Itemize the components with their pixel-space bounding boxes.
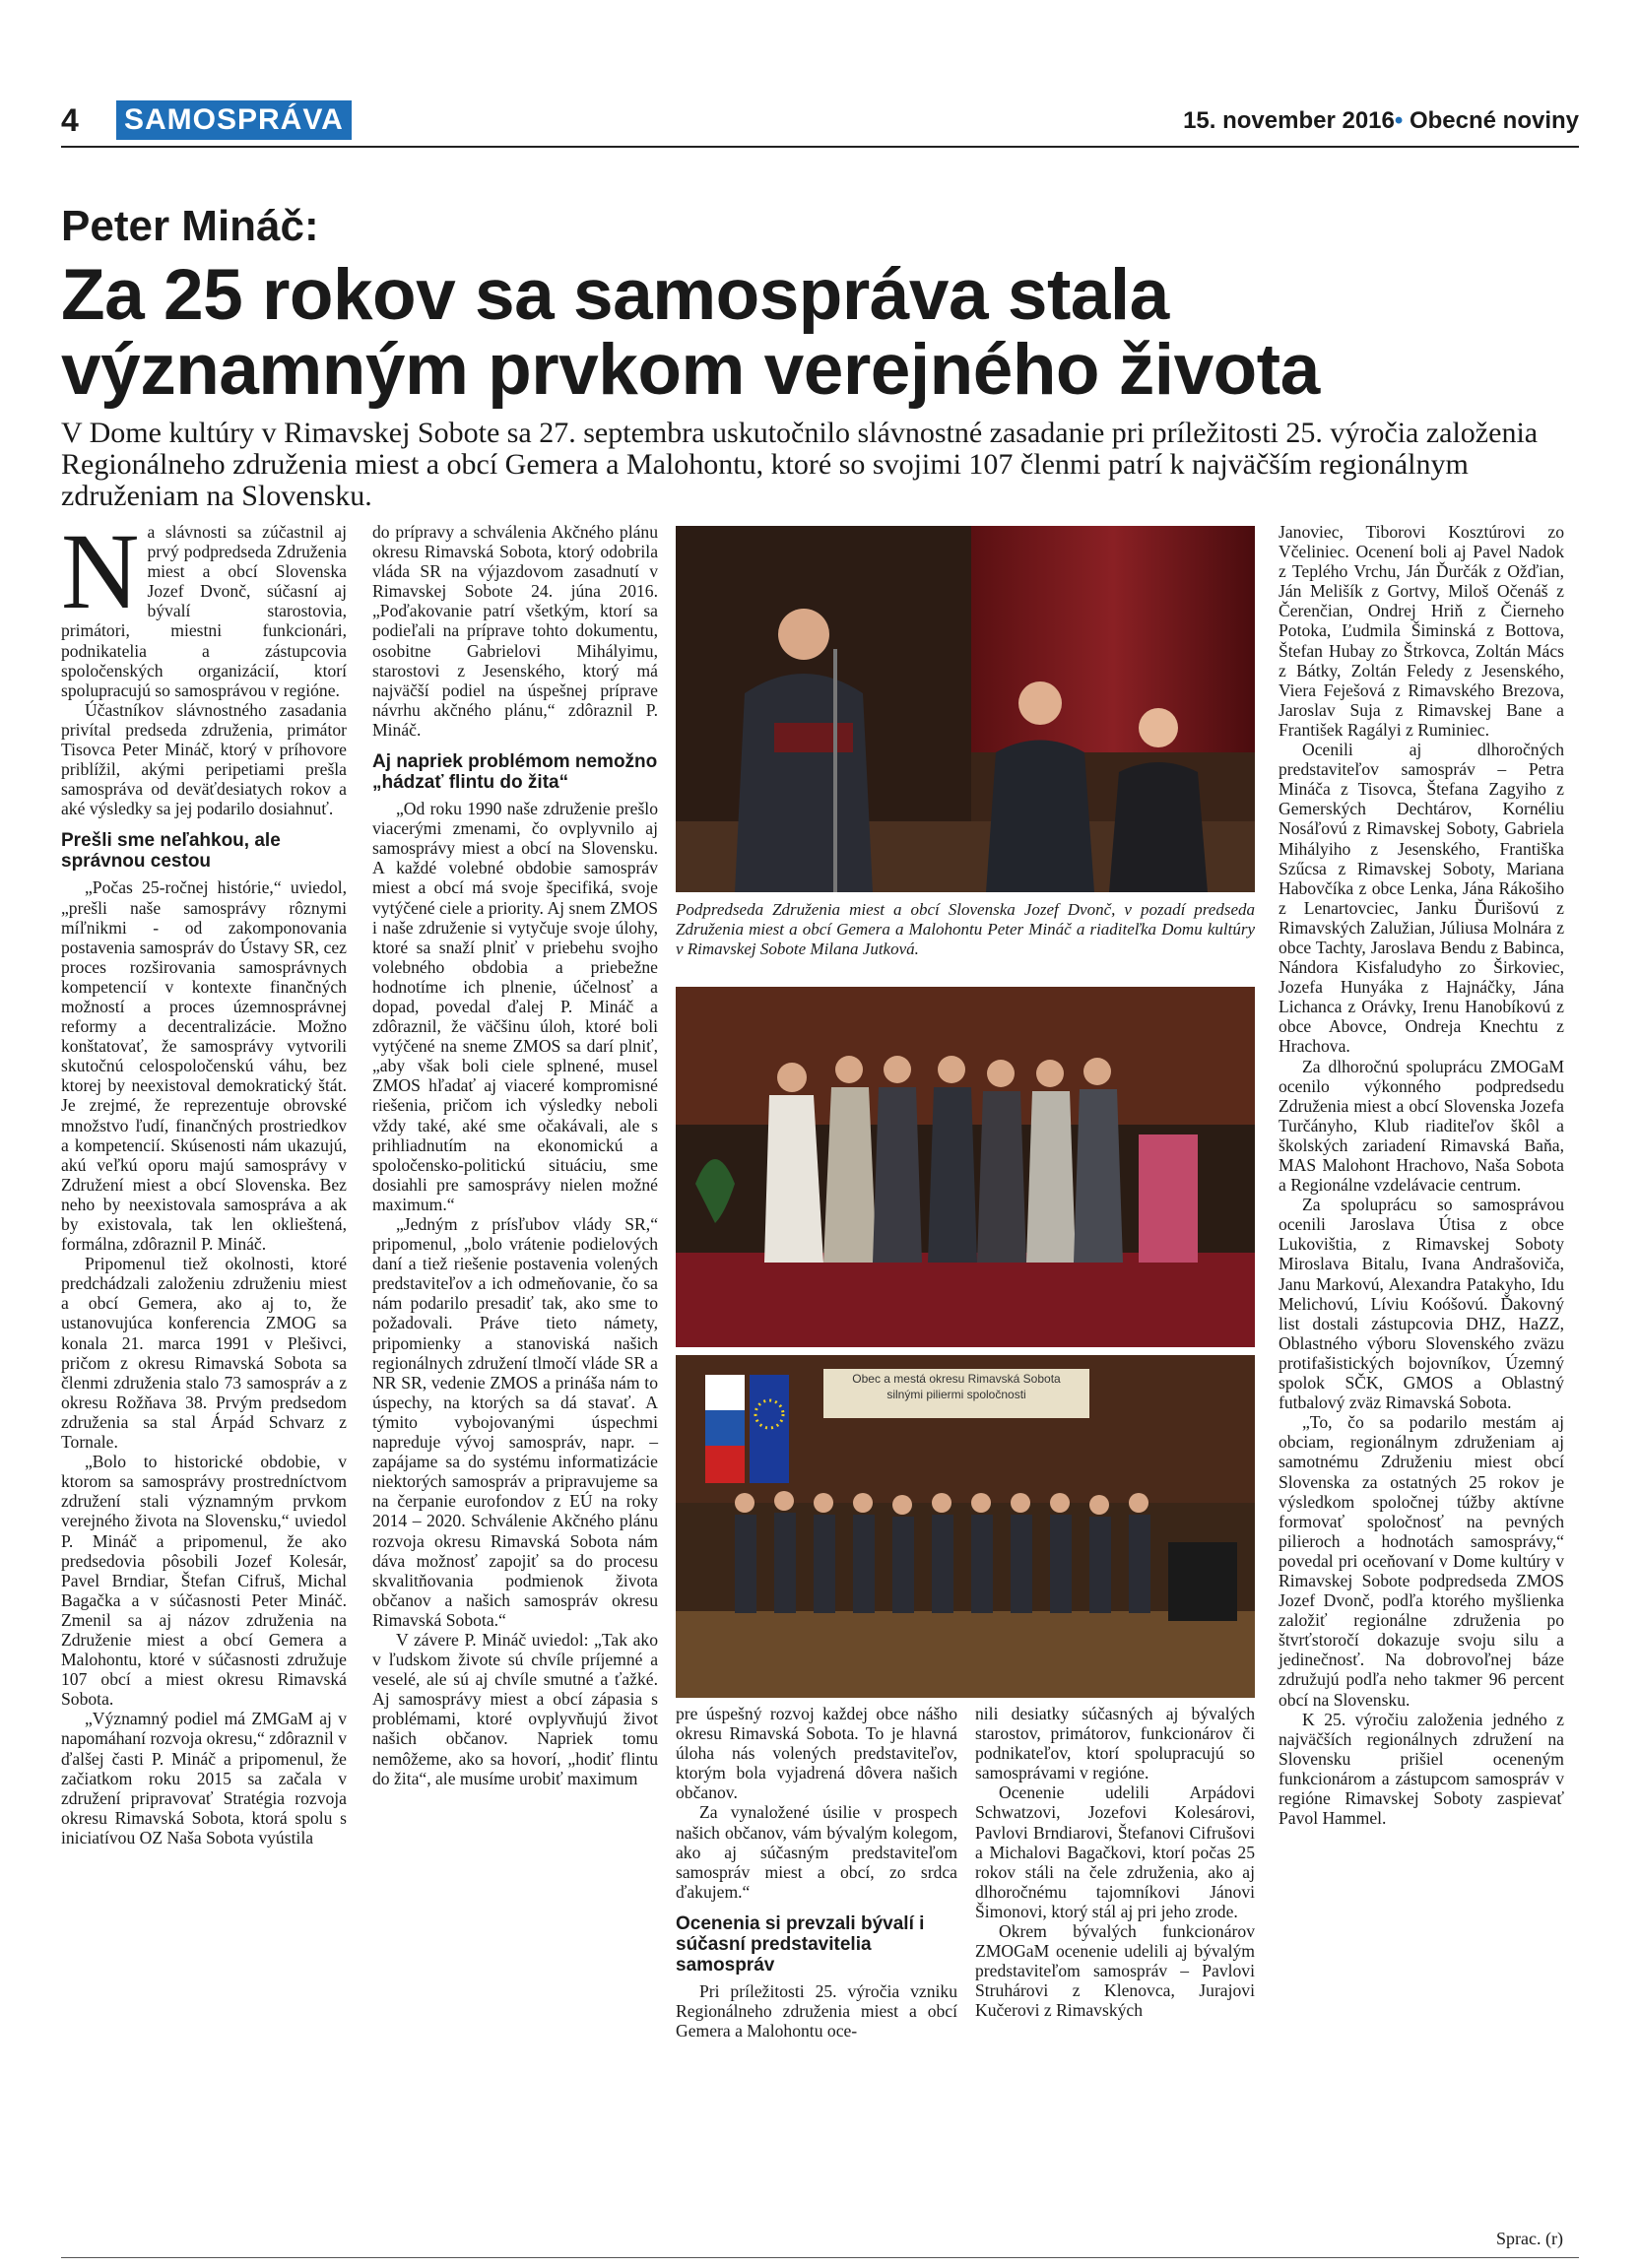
paragraph: „Od roku 1990 naše združenie prešlo viacerými zmenami, čo ovplyvnilo aj samosprávy miest a obcí na Slovensku. A každé volebné obdobie samospráv miest a obcí má svoje špecifiká, svoje vytýčené ciele a priority. Aj snem ZMOS i naše združenie si vytyčuje svoje úlohy, ktoré sa snaží plniť v priebehu svojho volebného obdobia a priebežne hodnotíme ich plnenie, účelnosť a dopad, povedal ďalej P. Mináč a zdôraznil, že väčšinu úloh, ktoré boli vytýčené na sneme ZMOS sa darí plniť, „aby však boli ciele splnené, musel ZMOS hľadať aj viaceré kompromisné riešenia, pričom ich výsledky neboli vždy také, aké sme očakávali, ale s prihliadnutím na ekonomickú a spoločensko-politickú situáciu, sme dosiahli pre samosprávy nielen možné maximum.“ <box>372 799 658 1214</box>
paragraph: Účastníkov slávnostného zasadania privítal predseda združenia, primátor Tisovca Peter Mináč, ktorý v príhovore priblížil, akými peripetiami prešla samospráva od deväťdesiatych rokov a aké výsledky sa jej podarilo dosiahnuť. <box>61 699 347 819</box>
section-label: SAMOSPRÁVA <box>116 100 352 140</box>
page-number: 4 <box>61 102 79 138</box>
footer-rule <box>61 2257 1579 2258</box>
article-kicker: Peter Mináč: <box>61 202 319 250</box>
column-5 <box>1279 522 1564 1828</box>
photo-group-image <box>676 1355 1255 1698</box>
photo-speaker-image <box>676 526 1255 892</box>
paragraph: Za spoluprácu so samosprávou ocenili Jaroslava Útisa z obce Lukovištia, z Rimavskej Soboty Miroslava Bitalu, Ivana Andrašoviča, Janu Markovú, Alexandra Patakyho, Idu Melichovú, Líviu Koóšovú. Ďakovný list dostali zástupcovia DHZ, HaZZ, Oblastného výboru Slovenského zväzu protifašistických bojovníkov, Územný spolok SČK, GMOS a Oblastný futbalový zväz Rimavská Sobota. <box>1279 1195 1564 1413</box>
headline-line-1: Za 25 rokov sa samospráva stala <box>61 255 1169 335</box>
paragraph: nili desiatky súčasných aj bývalých starostov, primátorov, funkcionárov či podnikateľov, ktorí spolupracujú so samosprávami v regióne. <box>975 1704 1255 1783</box>
paragraph: Za dlhoročnú spoluprácu ZMOGaM ocenilo výkonného podpredsedu Združenia miest a obcí Slovenska Jozefa Turčányho, Klub riaditeľov škôl a školských zariadení Rimavská Baňa, MAS Malohont Hrachovo, Naša Sobota a Regionálne vzdelávacie centrum. <box>1279 1056 1564 1196</box>
publication-name: Obecné noviny <box>1409 107 1579 134</box>
paragraph: V závere P. Mináč uviedol: „Tak ako v ľudskom živote sú chvíle príjemné a veselé, ale sú aj chvíle smutné a ťažké. Aj samosprávy miest a obcí zápasia s problémami, ktoré ovplyvňujú život našich občanov. Napriek tomu nemôžeme, ako sa hovorí, „hodiť flintu do žita“, ale musíme urobiť maximum <box>372 1629 658 1788</box>
article-lead: V Dome kultúry v Rimavskej Sobote sa 27. septembra uskutočnilo slávnostné zasadanie pri príležitosti 25. výročia založenia Regionálneho združenia miest a obcí Gemera a Malohontu, ktoré so svojimi 107 členmi patrí k najväčším regionálnym združeniam na Slovensku. <box>61 417 1539 512</box>
subheading: Prešli sme neľahkou, ale správnou cestou <box>61 830 281 873</box>
photo-awardees-image <box>676 987 1255 1347</box>
header-rule <box>61 146 1579 148</box>
paragraph: K 25. výročiu založenia jedného z najväčších regionálnych združení na Slovensku prišiel oceneným funkcionárom a zástupcom samospráv v regióne Rimavskej Soboty zaspievať Pavol Hammel. <box>1279 1709 1564 1829</box>
article-signature: Sprac. (r) <box>1496 2229 1563 2248</box>
photo-speaker-caption: Podpredseda Združenia miest a obcí Slovenska Jozef Dvonč, v pozadí predseda Združenia miest a obcí Gemera a Malohontu Peter Mináč a riaditeľka Domu kultúry v Rimavskej Sobote Milana Jutková. <box>676 900 1255 958</box>
paragraph: „Bolo to historické obdobie, v ktorom sa samosprávy prostredníctvom združení stali významným prvkom verejného života na Slovensku,“ uviedol P. Mináč a pripomenul, že ako predsedovia pôsobili Jozef Kolesár, Pavel Brndiar, Štefan Cifruš, Michal Bagačka a v súčasnosti Peter Mináč. Zmenil sa aj názov združenia na Združenie miest a obcí Gemera a Malohontu, ktoré v súčasnosti združuje 107 obcí a miest okresu Rimavská Sobota. <box>61 1452 347 1710</box>
issue-info <box>1183 106 1579 136</box>
paragraph: Ocenili aj dlhoročných predstaviteľov samospráv – Petra Mináča z Tisovca, Štefana Zagyiho z Gemerských Dechtárov, Kornéliu Nosáľovú z Rimavskej Soboty, Gabriela Mihályiho z Jesenského, Františka Szűcsa z Rimavskej Soboty, Mariana Habovčíka z obce Lenka, Jána Rákošiho z Lenartovciec, Janku Ďurišovú z Rimavských Zalužian, Júliusa Molnára z obce Tachty, Jaroslava Bendu z Babinca, Nándora Kisfaludyho zo Širkoviec, Jozefa Hunyáka z Hajnáčky, Jána Lichanca z Orávky, Irenu Hanobíkovú z obce Abovce, Ondreja Knechtu z Hrachova. <box>1279 740 1564 1057</box>
column-1 <box>61 511 347 1847</box>
bullet-separator: • <box>1394 107 1404 134</box>
subheading: Aj napriek problémom nemožno „hádzať flintu do žita“ <box>372 751 658 794</box>
paragraph: do prípravy a schválenia Akčného plánu okresu Rimavská Sobota, ktorý odobrila vláda SR na výjazdovom zasadnutí v Rimavskej Sobote 24. júna 2016. „Poďakovanie patrí všetkým, ktorí sa podieľali na príprave tohto dokumentu, osobitne Gabrielovi Mihályimu, starostovi z Jesenského, ktorý má najväčší podiel na úspešnej príprave návrhu akčného plánu,“ zdôraznil P. Mináč. <box>372 522 658 740</box>
column-2 <box>372 522 658 1788</box>
photo-awardees-line <box>676 987 1255 1347</box>
article-headline <box>61 255 1598 410</box>
column-3 <box>676 1704 957 2041</box>
subheading: Ocenenia si prevzali bývalí i súčasní predstavitelia samospráv <box>676 1912 925 1976</box>
photo-awardees-group <box>676 1355 1255 1698</box>
banner-line-2: silnými piliermi spoločnosti <box>886 1388 1026 1401</box>
photo-speaker <box>676 526 1255 892</box>
paragraph: „To, čo sa podarilo mestám aj obciam, regionálnym združeniam aj samotnému Združeniu miest obcí Slovenska za ostatných 25 rokov je výsledkom spoločnej túžby aktívne formovať spoločnosť na pevných pilieroch a hodnotách samosprávy,“ povedal pri oceňovaní v Dome kultúry v Rimavskej Sobote podpredseda ZMOS Jozef Dvonč, podľa ktorého myšlienka založiť regionálne združenia po štvrťstoročí dokazuje svoju silu a jedinečnosť. Na dobrovoľnej báze združujú podľa neho takmer 96 percent obcí na Slovensku. <box>1279 1412 1564 1710</box>
drop-cap: N <box>61 511 140 631</box>
banner-line-1: Obec a mestá okresu Rimavská Sobota <box>852 1372 1061 1386</box>
paragraph: Janoviec, Tiborovi Kosztúrovi zo Včeliniec. Ocenení boli aj Pavel Nadok z Teplého Vrchu, Ján Ďurčák z Ožďian, Ján Melišík z Gortvy, Miloš Očenáš z Čerenčian, Ondrej Hriň z Čierneho Potoka, Ľudmila Šiminská z Bottova, Štefan Hubay zo Štrkovca, Zoltán Mács z Bátky, Zoltán Feledy z Jesenského, Viera Feješová z Rimavského Brezova, Jaroslav Suja z Rimavskej Bane a František Ragályi z Ruminiec. <box>1279 522 1564 740</box>
paragraph: Za vynaložené úsilie v prospech našich občanov, vám bývalým kolegom, ako aj súčasným predstaviteľom samospráv miest a obcí, zo srdca ďakujem.“ <box>676 1802 957 1902</box>
paragraph: Pri príležitosti 25. výročia vzniku Regionálneho združenia miest a obcí Gemera a Malohontu oce- <box>676 1980 957 2041</box>
photo-banner-text <box>823 1371 1089 1402</box>
headline-line-2: významným prvkom verejného života <box>61 330 1320 410</box>
issue-date: 15. november 2016 <box>1183 107 1395 134</box>
paragraph: Ocenenie udelili Arpádovi Schwatzovi, Jozefovi Kolesárovi, Pavlovi Brndiarovi, Štefanovi Cifrušovi a Michalovi Bagačkovi, ktorí počas 25 rokov stáli na čele združenia, ako aj dlhoročnému tajomníkovi Jánovi Šimonovi, ktorý stál aj pri jeho zrode. <box>975 1782 1255 1921</box>
paragraph: pre úspešný rozvoj každej obce nášho okresu Rimavská Sobota. To je hlavná úloha nás volených predstaviteľov, ktorým bola vyjadrená dôvera našich občanov. <box>676 1704 957 1803</box>
paragraph: „Počas 25-ročnej histórie,“ uviedol, „prešli naše samosprávy rôznymi míľnikmi - od zakomponovania postavenia samospráv do Ústavy SR, cez proces rozširovania samosprávnych kompetencií v kontexte finančných možností a proces územnosprávnej reformy a decentralizácie. Možno konštatovať, že samosprávy vytvorili skutočnú celospoločenskú váhu, bez ktorej by neexistoval demokratický štát. Je zrejmé, že reprezentuje obrovské množstvo ľudí, finančných prostriedkov a kompetencií. Skúsenosti nám ukazujú, akú veľkú oporu majú samosprávy v Združení miest a obcí Slovenska. Bez neho by neexistovala samospráva a ak by existovala, tak len oklieštená, formálna, zdôraznil P. Mináč. <box>61 877 347 1255</box>
paragraph: „Jedným z prísľubov vlády SR,“ pripomenul, „bolo vrátenie podielových daní a tiež riešenie postavenia volených predstaviteľov a ich odmeňovanie, čo sa nám podarilo presadiť tak, ako sme to požadovali. Práve tieto námety, pripomienky a stanoviská našich regionálnych združení tlmočí vláde SR a NR SR, vedenie ZMOS a prináša nám to úspechy, na ktorých sa dá stavať. A týmito vybojovanými úspechmi napreduje vývoj samospráv, napr. – zapájame sa do systému informatizácie niektorých samospráv a pripravujeme sa na čerpanie eurofondov z EÚ na roky 2014 – 2020. Schválenie Akčného plánu rozvoja okresu Rimavská Sobota nám dáva možnosť zapojiť sa do procesu skvalitňovania podmienok života občanov a našich samospráv okresu Rimavská Sobota.“ <box>372 1214 658 1630</box>
paragraph: „Významný podiel má ZMGaM aj v napomáhaní rozvoja okresu,“ zdôraznil v ďalšej časti P. Mináč a pripomenul, že začiatkom roku 2015 sa začala v združení pripravovať Stratégia rozvoja okresu Rimavská Sobota, ktorá spolu s iniciatívou OZ Naša Sobota vyústila <box>61 1709 347 1847</box>
paragraph: Okrem bývalých funkcionárov ZMOGaM ocenenie udelili aj bývalým predstaviteľom samospráv – Pavlovi Struhárovi z Klenovca, Jurajovi Kučerovi z Rimavských <box>975 1921 1255 2021</box>
column-4 <box>975 1704 1255 2021</box>
paragraph: Na slávnosti sa zúčastnil aj prvý podpredseda Združenia miest a obcí Slovenska Jozef Dvonč, súčasní aj bývalí starostovia, primátori, miestni funkcionári, podnikatelia a zástupcovia spoločenských organizácií, ktorí spolupracujú so samosprávou v regióne. <box>61 511 347 700</box>
paragraph: Pripomenul tiež okolnosti, ktoré predchádzali založeniu združeniu miest a obcí Gemera, ako aj to, že ustanovujúca konferencia ZMOG sa konala 21. marca 1991 v Plešivci, pričom z okresu Rimavská Sobota sa členmi združenia stalo 73 samospráv a z okresu Rožňava 38. Prvým predsedom združenia sa stal Árpád Schvarz z Tornale. <box>61 1254 347 1453</box>
